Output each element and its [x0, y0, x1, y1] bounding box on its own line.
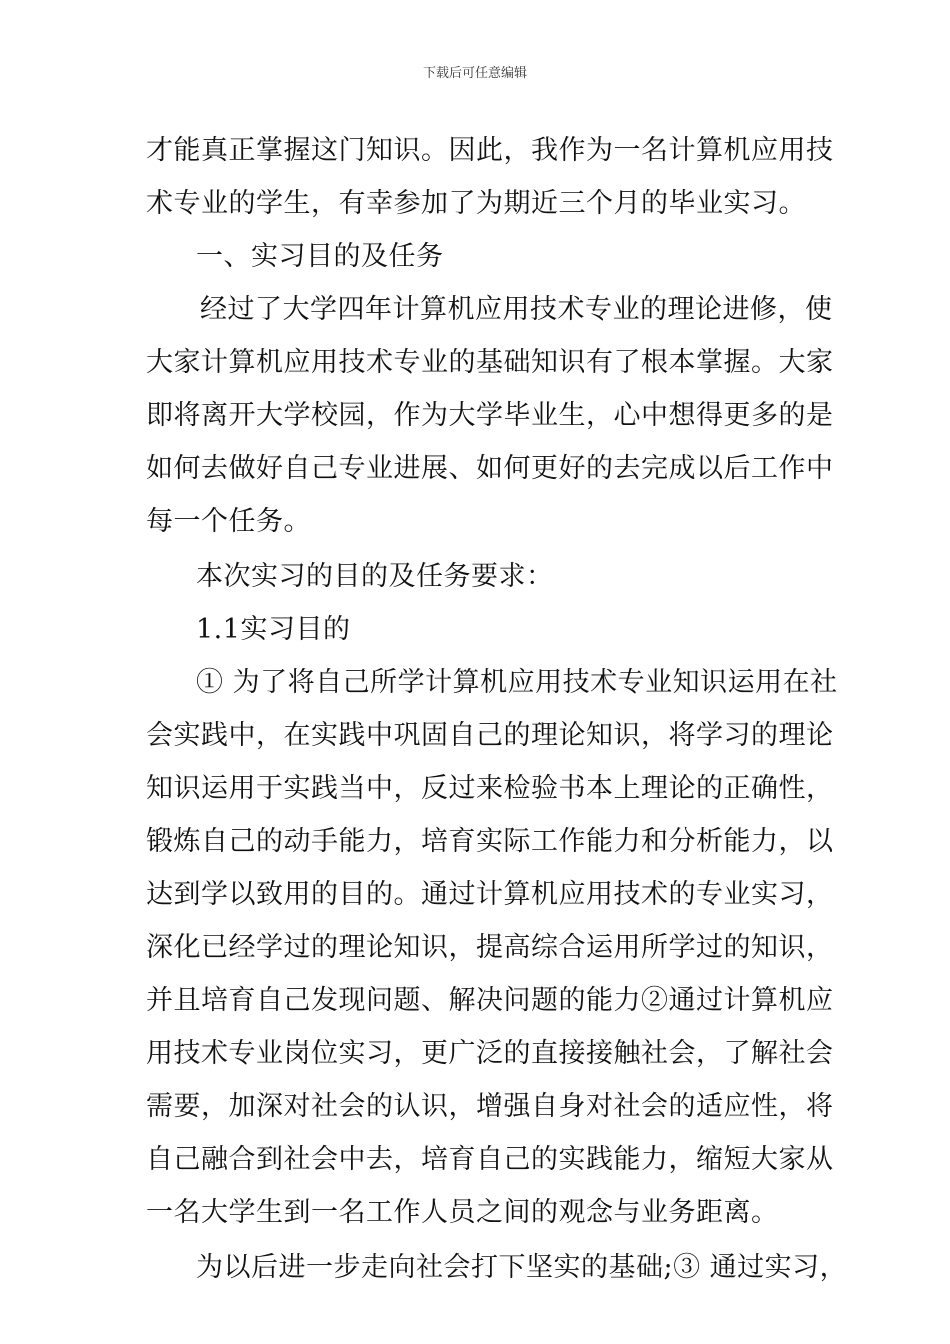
text-line: 达到学以致用的目的。通过计算机应用技术的专业实习，	[146, 879, 834, 910]
text-line: 深化已经学过的理论知识，提高综合运用所学过的知识，	[146, 932, 834, 963]
text-line: 术专业的学生，有幸参加了为期近三个月的毕业实习。	[146, 188, 806, 219]
text-line: 每一个任务。	[146, 506, 311, 537]
text-line: 才能真正掌握这门知识。因此，我作为一名计算机应用技	[146, 135, 834, 166]
text-line: 自己融合到社会中去，培育自己的实践能力，缩短大家从	[146, 1144, 834, 1175]
document-body	[146, 124, 848, 1294]
paragraph-first-line: 为以后进一步走向社会打下坚实的基础;③ 通过实习，	[196, 1252, 848, 1283]
text-line: 即将离开大学校园，作为大学毕业生，心中想得更多的是	[146, 400, 834, 431]
text-line: 并且培育自己发现问题、解决问题的能力②通过计算机应	[146, 985, 834, 1016]
text-line: 会实践中，在实践中巩固自己的理论知识，将学习的理论	[146, 720, 834, 751]
page-header: 下载后可任意编辑	[422, 66, 527, 81]
text-line: 一名大学生到一名工作人员之间的观念与业务距离。	[146, 1197, 779, 1228]
paragraph-first-line: ① 为了将自己所学计算机应用技术专业知识运用在社	[196, 667, 838, 698]
paragraph-first-line: 本次实习的目的及任务要求：	[196, 561, 554, 592]
paragraph-first-line: 经过了大学四年计算机应用技术专业的理论进修，使	[200, 294, 833, 325]
text-line: 锻炼自己的动手能力，培育实际工作能力和分析能力，以	[146, 826, 834, 857]
text-line: 需要，加深对社会的认识，增强自身对社会的适应性，将	[146, 1091, 834, 1122]
text-line: 知识运用于实践当中，反过来检验书本上理论的正确性，	[146, 773, 834, 804]
text-line: 用技术专业岗位实习，更广泛的直接接触社会，了解社会	[146, 1038, 834, 1069]
section-heading: 一、实习目的及任务	[196, 241, 444, 272]
text-line: 大家计算机应用技术专业的基础知识有了根本掌握。大家	[146, 347, 834, 378]
subsection-heading: 1.1实习目的	[196, 614, 351, 645]
text-line: 如何去做好自己专业进展、如何更好的去完成以后工作中	[146, 453, 834, 484]
